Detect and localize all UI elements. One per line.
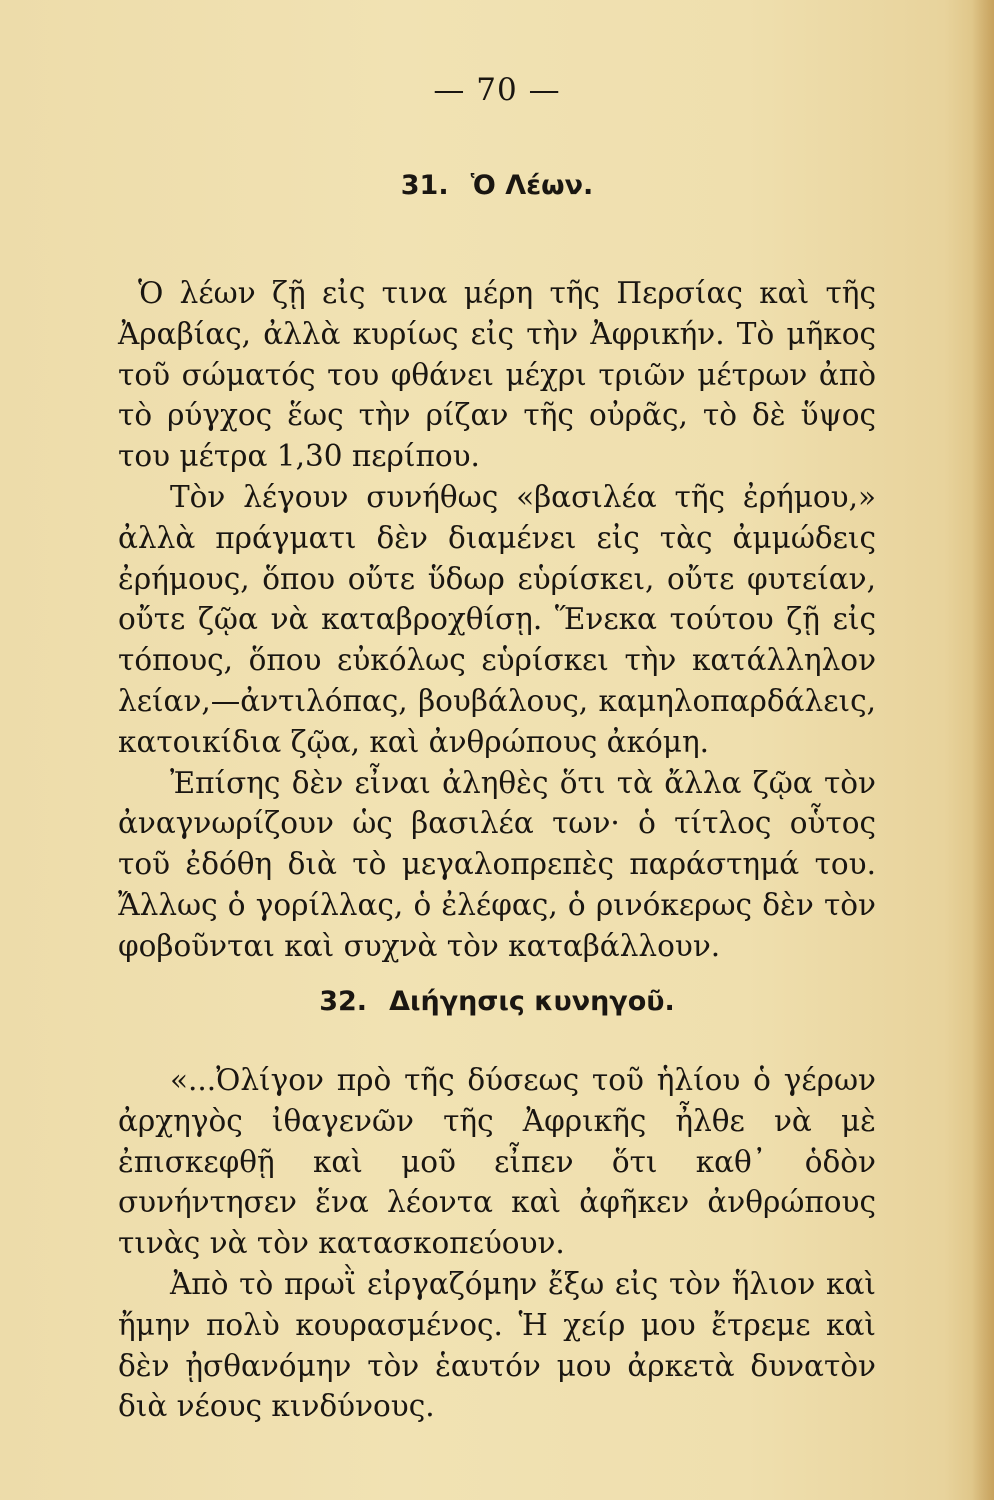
page-edge-shadow bbox=[972, 0, 994, 1500]
paragraph: «...Ὀλίγον πρὸ τῆς δύσεως τοῦ ἡλίου ὁ γέρων ἀρχηγὸς ἰθαγενῶν τῆς Ἀφρικῆς ἦλθε νὰ μὲ ἐπισκεφθῇ καὶ μοῦ εἶπεν ὅτι καθ᾽ ὁδὸν συνήντησεν ἕνα λέοντα καὶ ἀφῆκεν ἀνθρώπους τινὰς νὰ τὸν κατασκοπεύουν. bbox=[118, 1063, 876, 1261]
section-heading-31 bbox=[0, 170, 994, 201]
page-number: — 70 — bbox=[433, 72, 561, 108]
section-title: Διήγησις κυνηγοῦ. bbox=[389, 986, 675, 1017]
paragraph: Τὸν λέγουν συνήθως «βασιλέα τῆς ἐρήμου,» ἀλλὰ πράγματι δὲν διαμένει εἰς τὰς ἀμμώδεις ἐρήμους, ὅπου οὔτε ὕδωρ εὑρίσκει, οὔτε φυτείαν, οὔτε ζῷα νὰ καταβροχθίσῃ. Ἕνεκα τούτου ζῇ εἰς τόπους, ὅπου εὐκόλως εὑρίσκει τὴν κατάλληλον λείαν,—ἀντιλόπας, βουβάλους, καμηλοπαρδάλεις, κατοικίδια ζῷα, καὶ ἀνθρώπους ἀκόμη. bbox=[118, 479, 876, 759]
section-heading-32 bbox=[0, 986, 994, 1017]
paragraph: Ὁ λέων ζῇ εἰς τινα μέρη τῆς Περσίας καὶ τῆς Ἀραβίας, ἀλλὰ κυρίως εἰς τὴν Ἀφρικήν. Τὸ μῆκος τοῦ σώματός του φθάνει μέχρι τριῶν μέτρων ἀπὸ τὸ ρύγχος ἕως τὴν ρίζαν τῆς οὐρᾶς, τὸ δὲ ὕψος του μέτρα 1,30 περίπου. bbox=[118, 276, 876, 474]
paragraph: Ἀπὸ τὸ πρωῒ εἰργαζόμην ἔξω εἰς τὸν ἥλιον καὶ ἤμην πολὺ κουρασμένος. Ἡ χείρ μου ἔτρεμε καὶ δὲν ᾐσθανόμην τὸν ἑαυτόν μου ἀρκετὰ δυνατὸν διὰ νέους κινδύνους. bbox=[118, 1266, 876, 1424]
section-body-32 bbox=[118, 1060, 876, 1427]
section-number: 31. bbox=[400, 170, 449, 201]
section-title: Ὁ Λέων. bbox=[470, 170, 594, 201]
section-body-31 bbox=[118, 273, 876, 967]
section-number: 32. bbox=[319, 986, 368, 1017]
paragraph: Ἐπίσης δὲν εἶναι ἀληθὲς ὅτι τὰ ἄλλα ζῷα τὸν ἀναγνωρίζουν ὡς βασιλέα των· ὁ τίτλος οὗτος τοῦ ἐδόθη διὰ τὸ μεγαλοπρεπὲς παράστημά του. Ἄλλως ὁ γορίλλας, ὁ ἐλέφας, ὁ ρινόκερως δὲν τὸν φοβοῦνται καὶ συχνὰ τὸν καταβάλλουν. bbox=[118, 765, 876, 963]
